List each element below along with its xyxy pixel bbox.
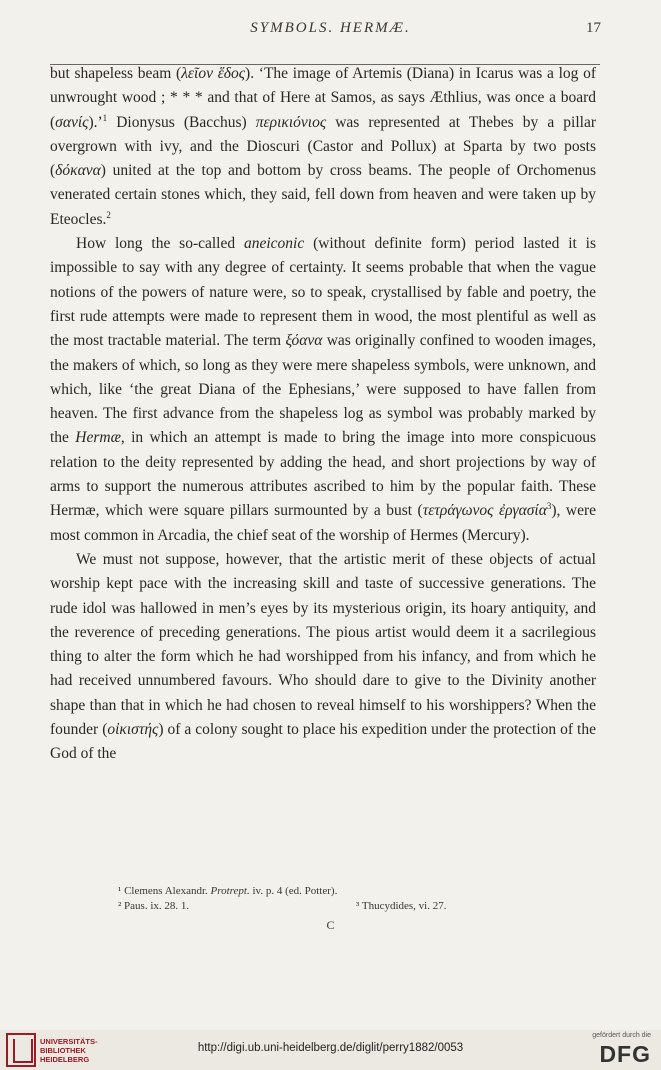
running-title: SYMBOLS. HERMÆ. — [250, 20, 411, 36]
greek-phrase: ξόανα — [285, 332, 323, 350]
footnote-3: ³ Thucydides, vi. 27. — [356, 900, 447, 912]
paragraph-1: but shapeless beam (λεῖον ἕδος). ‘The image of Artemis (Diana) in Icarus was a log of unwrought wood ; * * * and that of Here at Samos, as says Æthlius, was once a board (σανίς).’$^1$ Dionysus (Bacchus) περικιόνιος was represented at Thebes by a pillar overgrown with ivy, and the Dioscuri (Castor and Pollux) at Sparta by two posts (δόκανα) united at the top and bottom by cross beams. The people of Orchomenus venerated certain stones which, they said, fell down from heaven and were taken up by Eteocles.$^2$ — [50, 65, 597, 228]
viewer-footer — [0, 1030, 661, 1070]
footnote-ref: 2 — [106, 209, 111, 220]
footnote-2: ² Paus. ix. 28. 1. — [118, 900, 190, 912]
footnote-ref: 1 — [102, 112, 108, 123]
italic-term: aneiconic — [243, 235, 305, 253]
greek-phrase: δόκανα — [55, 162, 101, 180]
paragraph-2: How long the so-called aneiconic (without definite form) period lasted it is impossible to say with any degree of certainty. It seems probable that when the vague notions of the powers of nature were, so to speak, crystallised by fable and poetry, the first rude attempts were made to represent them in wood, the most plentiful as well as the most tractable material. The term ξόανα was originally confined to wooden images, the makers of which, so long as they were mere shapeless symbols, were unknown, and which, like ‘the great Diana of the Ephesians,’ were supposed to have fallen from heaven. The first advance from the shapeless log as symbol was probably marked by the Hermæ, in which an attempt is made to bring the image into more conspicuous relation to the deity represented by adding the head, and short projections by way of arms to support the numerous attributes ascribed to him by the popular faith. These Hermæ, which were square pillars surmounted by a bust (τετράγωνος ἐργασία$^3$), were most common in Arcadia, the chief seat of the worship of Hermes (Mercury). — [50, 235, 597, 544]
greek-phrase: τετράγωνος ἐργασία — [422, 502, 547, 520]
signature-mark: C — [326, 918, 335, 932]
page-number: 17 — [586, 20, 601, 36]
greek-phrase: λεῖον ἕδος — [181, 65, 246, 82]
page-header — [0, 20, 661, 50]
italic-term: Hermæ — [75, 429, 121, 447]
footnote-ref: 3 — [546, 501, 552, 512]
footnote-1: ¹ Clemens Alexandr. Protrept. iv. p. 4 (ed. Potter). — [118, 885, 338, 897]
library-name: UNIVERSITÄTS- BIBLIOTHEK HEIDELBERG — [40, 1037, 98, 1064]
footnotes — [118, 884, 588, 914]
body-text — [50, 62, 596, 767]
paragraph-3: We must not suppose, however, that the artistic merit of these objects of actual worship kept pace with the increasing skill and taste of successive generations. The rude idol was hallowed in men’s eyes by its mysterious origin, its hoary antiquity, and the reverence of preceding generations. The pious artist would deem it a sacrilegious thing to alter the form which he had worshipped from his infancy, and from which he had received unnumbered favours. Who should dare to give to the Divinity another shape than that in which he had chosen to reveal himself to his worshippers? When the founder (οἰκιστής) of a colony sought to place his expedition under the protection of the God of the — [50, 550, 596, 763]
greek-phrase: περικιόνιος — [255, 113, 327, 131]
footnote-row-2 — [118, 899, 588, 914]
dfg-caption: gefördert durch die — [592, 1032, 651, 1039]
greek-phrase: σανίς — [55, 113, 89, 131]
permalink-url[interactable]: http://digi.ub.uni-heidelberg.de/diglit/perry1882/0053 — [197, 1042, 464, 1054]
dfg-logo[interactable]: DFG — [599, 1041, 651, 1067]
greek-phrase: οἰκιστής — [107, 721, 159, 739]
